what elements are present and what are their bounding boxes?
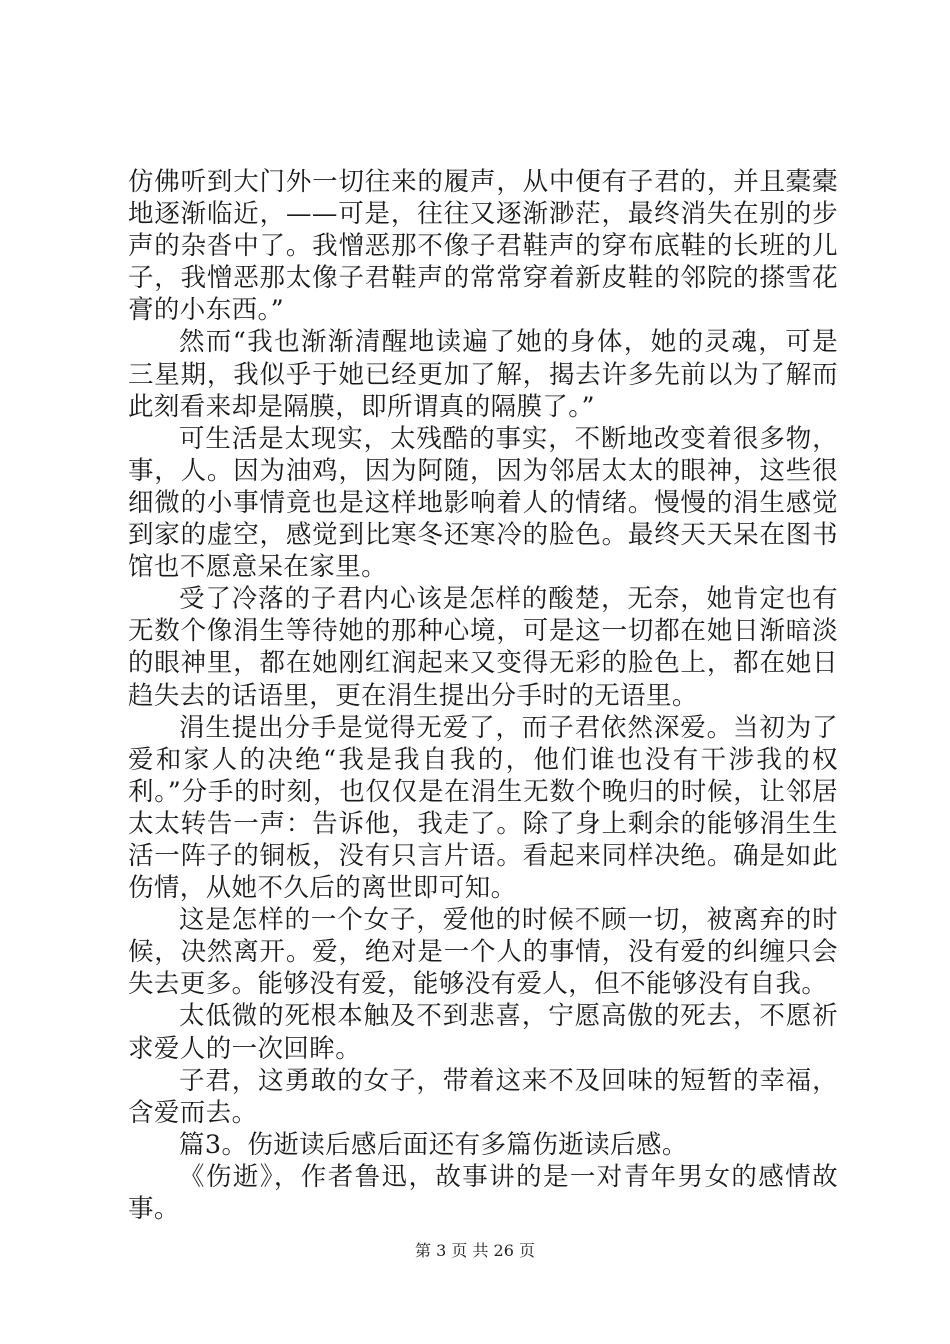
paragraph-7: 太低微的死根本触及不到悲喜，宁愿高傲的死去，不愿祈求爱人的一次回眸。 — [128, 1001, 838, 1064]
paragraph-6: 这是怎样的一个女子，爱他的时候不顾一切，被离弃的时候，决然离开。爱，绝对是一个人的事情，没有爱的纠缠只会失去更多。能够没有爱，能够没有爱人，但不能够没有自我。 — [128, 905, 838, 1000]
document-body — [128, 166, 838, 1225]
paragraph-4: 受了冷落的子君内心该是怎样的酸楚，无奈，她肯定也有无数个像涓生等待她的那种心境，可是这一切都在她日渐暗淡的眼神里，都在她刚红润起来又变得无彩的脸色上，都在她日趋失去的话语里，更在涓生提出分手时的无语里。 — [128, 584, 838, 711]
paragraph-5: 涓生提出分手是觉得无爱了，而子君依然深爱。当初为了爱和家人的决绝“我是我自我的，他们谁也没有干涉我的权利。”分手的时刻，也仅仅是在涓生无数个晚归的时候，让邻居太太转告一声：告诉他，我走了。除了身上剩余的能够涓生生活一阵子的铜板，没有只言片语。看起来同样决绝。确是如此伤情，从她不久后的离世即可知。 — [128, 712, 838, 904]
paragraph-3: 可生活是太现实，太残酷的事实，不断地改变着很多物，事，人。因为油鸡，因为阿随，因为邻居太太的眼神，这些很细微的小事情竟也是这样地影响着人的情绪。慢慢的涓生感觉到家的虚空，感觉到比寒冬还寒冷的脸色。最终天天呆在图书馆也不愿意呆在家里。 — [128, 423, 838, 583]
paragraph-10: 《伤逝》，作者鲁迅，故事讲的是一对青年男女的感情故事。 — [128, 1161, 838, 1224]
paragraph-9: 篇3。伤逝读后感后面还有多篇伤逝读后感。 — [179, 1129, 688, 1160]
paragraph-1: 仿佛听到大门外一切往来的履声，从中便有子君的，并且橐橐地逐渐临近，——可是，往往又逐渐渺茫，最终消失在别的步声的杂沓中了。我憎恶那不像子君鞋声的穿布底鞋的长班的儿子，我憎恶那太像子君鞋声的常常穿着新皮鞋的邻院的搽雪花膏的小东西。” — [128, 167, 838, 326]
paragraph-2: 然而“我也渐渐清醒地读遍了她的身体，她的灵魂，可是三星期，我似乎于她已经更加了解，揭去许多先前以为了解而此刻看来却是隔膜，即所谓真的隔膜了。” — [128, 327, 838, 422]
paragraph-8: 子君，这勇敢的女子，带着这来不及回味的短暂的幸福，含爱而去。 — [128, 1065, 838, 1128]
page-footer: 第 3 页 共 26 页 — [415, 1241, 535, 1260]
